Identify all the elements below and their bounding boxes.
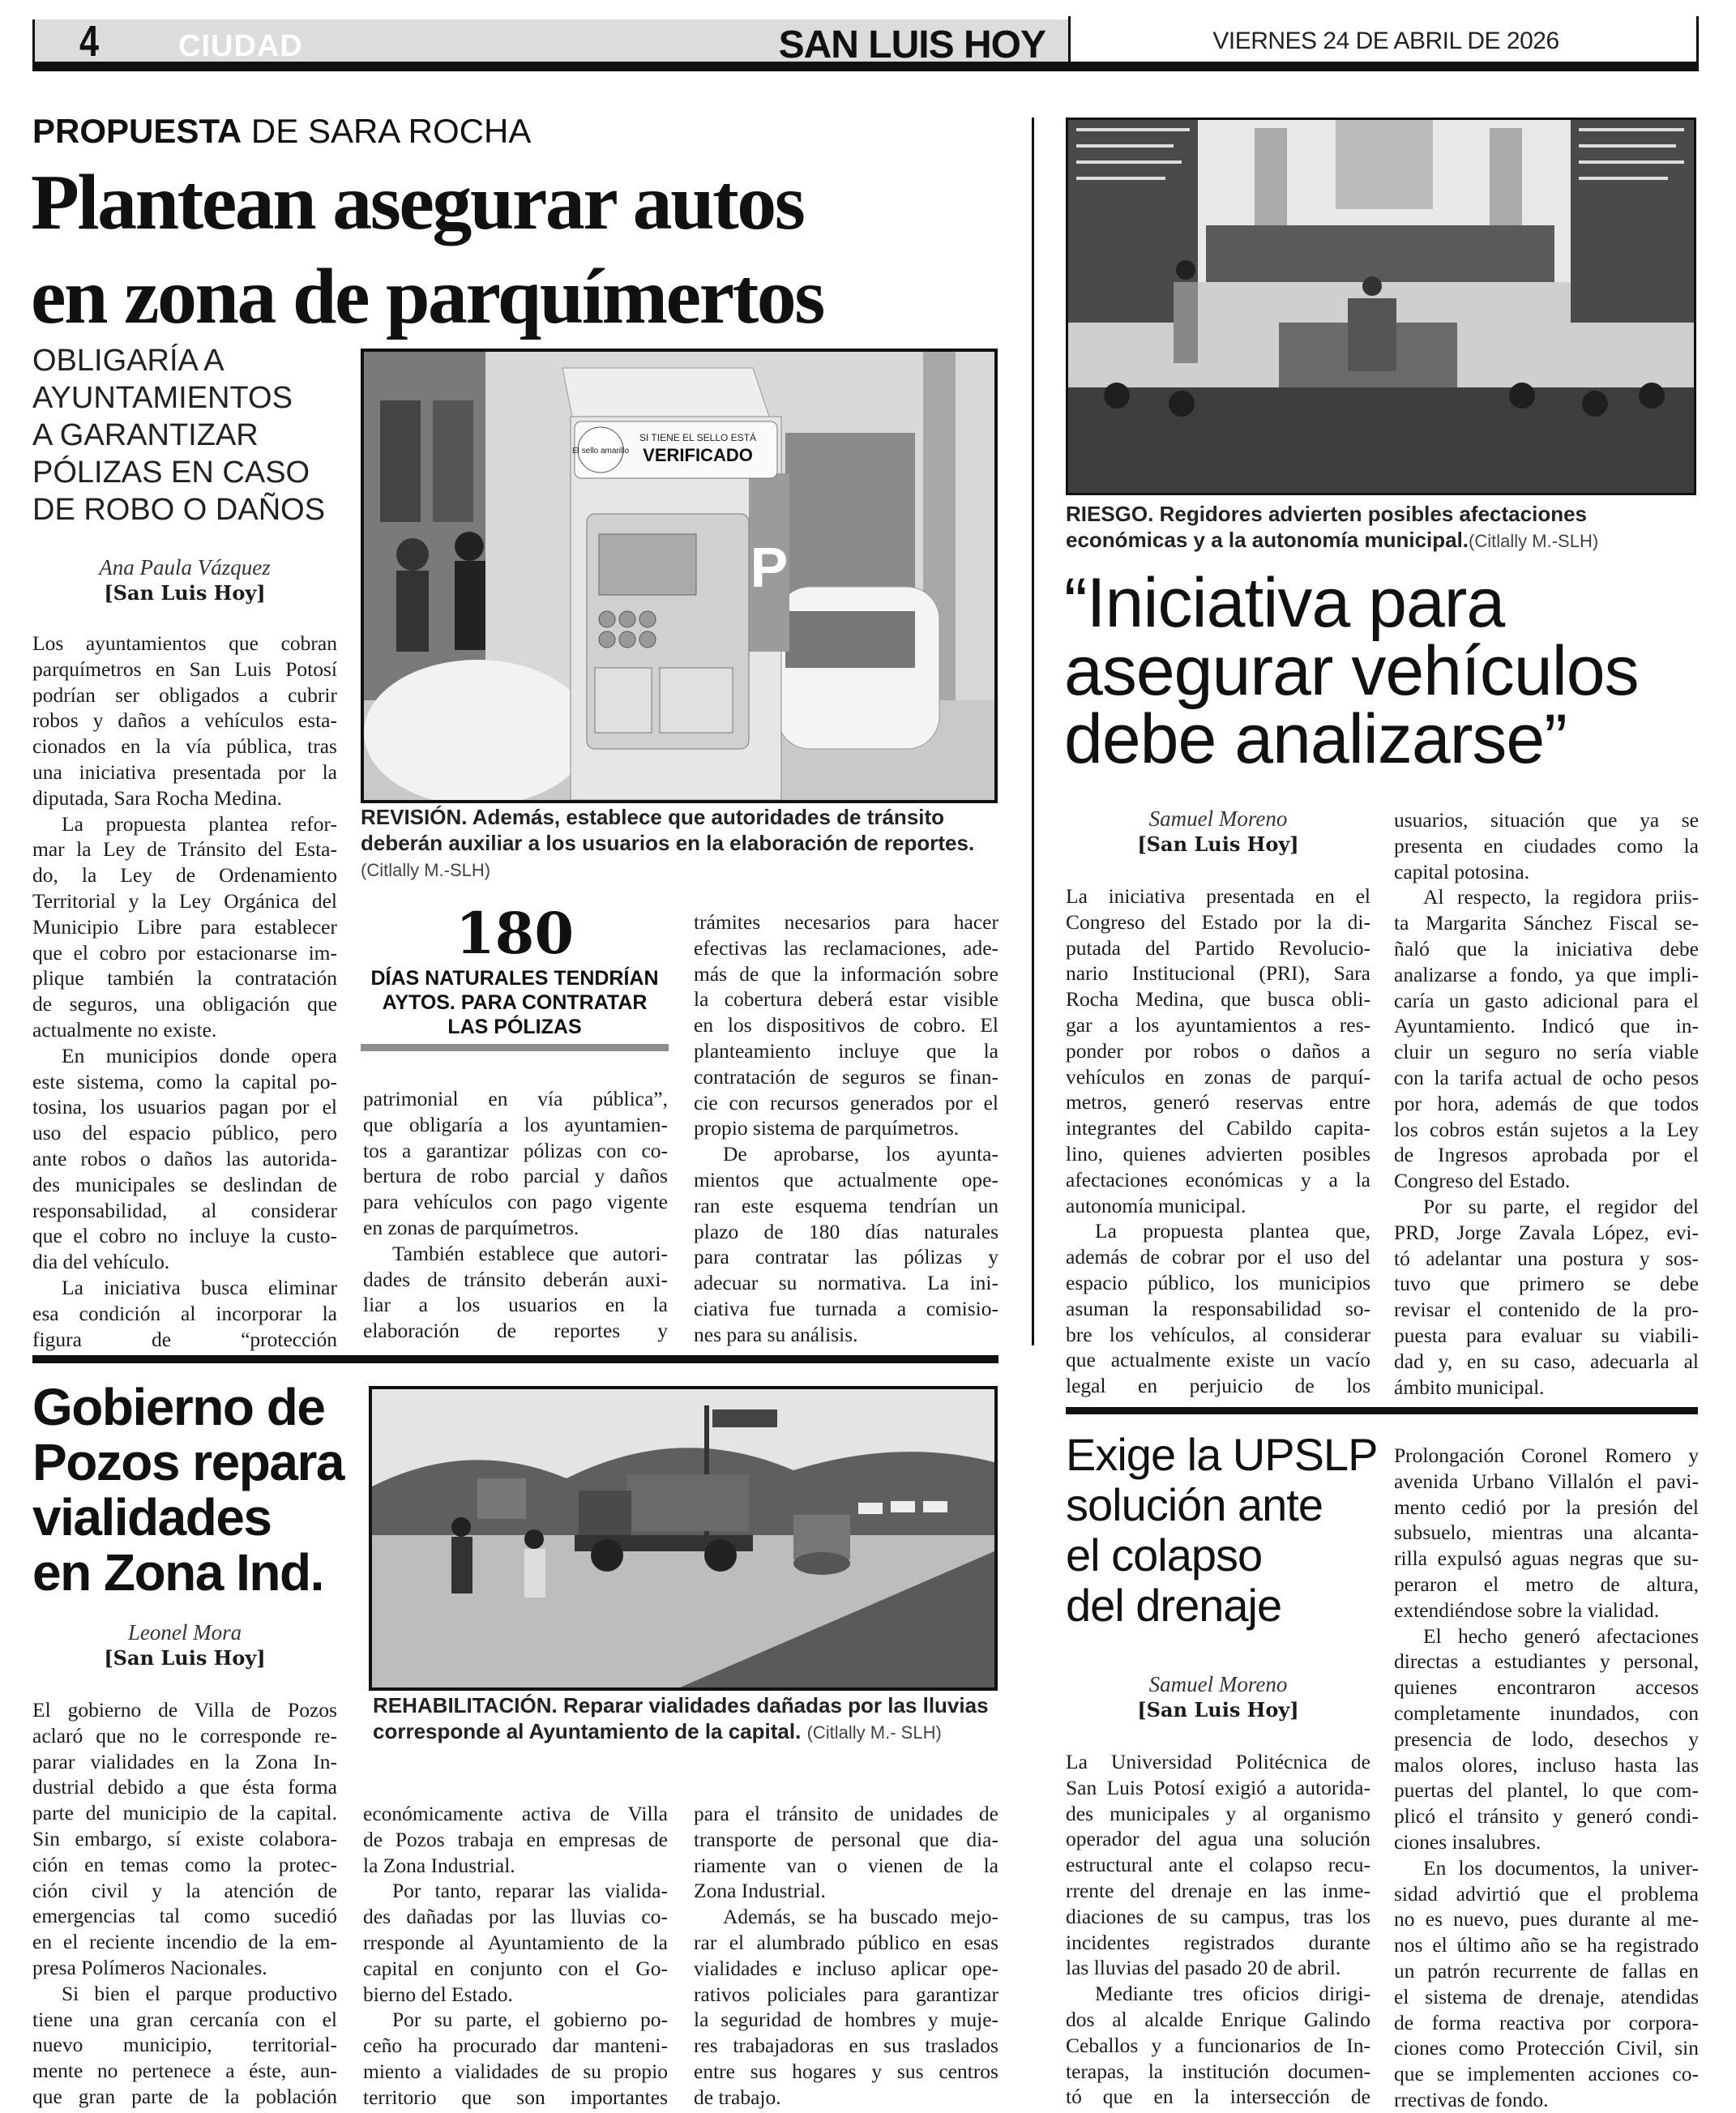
text-line: De aprobarse, los ayunta- (723, 1142, 998, 1166)
text-line: por hora, además de que todos (1394, 1091, 1699, 1115)
text-line: directas a estudiantes y personal, (1394, 1649, 1699, 1674)
article-column (32, 631, 337, 1352)
text-line: robos y daños a vehículos esta- (32, 708, 337, 733)
main-headline (31, 156, 1020, 344)
stat-number: 180 (455, 900, 575, 967)
caption-label: RIESGO. (1066, 502, 1154, 526)
text-line: dustrial debido a que ésta forma (32, 1775, 337, 1799)
author-name: Leonel Mora (127, 1620, 242, 1645)
text-line: Por su parte, el gobierno po- (392, 2008, 668, 2032)
seal-text: El sello amarillo (571, 447, 630, 456)
headline-line: en zona de parquímertos (31, 253, 823, 340)
subhead-line: OBLIGARÍA A (32, 344, 224, 378)
photo-credit: (Citlally M.-SLH) (1469, 531, 1599, 551)
subhead-line: AYUNTAMIENTOS (32, 381, 293, 415)
headline-line: asegurar vehículos (1064, 632, 1639, 710)
text-line: lino, quienes advierten posibles (1066, 1141, 1370, 1166)
text-line: bertura de robo parcial y daños (363, 1164, 668, 1188)
text-line: ran este esquema tendrían un (694, 1193, 998, 1217)
text-line: integrantes del Cabildo capita- (1066, 1116, 1370, 1140)
text-line: plique también la contratación (32, 966, 337, 990)
text-line: contratación de seguros se finan- (694, 1064, 998, 1089)
photo-credit: (Citlally M.- SLH) (806, 1722, 942, 1743)
text-line: vehículos en zonas de parquí- (1066, 1064, 1370, 1089)
text-line: diaciones de su campus, tras los (1066, 1904, 1370, 1928)
caption-text: Regidores advierten posibles afectaciones económicas y a la autonomía municipal. (1066, 502, 1587, 552)
text-line: que el cobro no incluye la custo- (32, 1224, 337, 1248)
road-repair-photo (369, 1386, 998, 1691)
text-line: Los ayuntamientos que cobran (32, 631, 337, 655)
article-column (1394, 807, 1699, 1400)
text-line: dos al alcalde Enrique Galindo (1066, 2007, 1370, 2031)
text-line: ante robos o daños las autorida- (32, 1146, 337, 1170)
text-line: putada del Partido Revolucio- (1066, 935, 1370, 960)
text-line: rativos policiales para garantizar (694, 1982, 998, 2006)
headline-line: en Zona Ind. (32, 1543, 323, 1602)
text-line: Por tanto, reparar las vialida- (392, 1879, 668, 1903)
text-line: peraron el metro de altura, (1394, 1572, 1699, 1596)
text-line: des municipales se deslindan de (32, 1172, 337, 1196)
text-line: gar a los ayuntamientos a res- (1066, 1012, 1370, 1037)
text-line: económicamente activa de Villa (363, 1802, 668, 1825)
text-line: res trabajadoras en sus traslados (694, 2034, 998, 2058)
text-line: miento a vialidades de su propio (363, 2059, 668, 2083)
text-line: que gran parte de la población (32, 2084, 337, 2108)
text-line: ñaló que la iniciativa debe (1394, 936, 1699, 960)
text-line: además de cobrar por el uso del (1066, 1245, 1370, 1269)
text-line: incidentes registrados durante (1066, 1930, 1370, 1954)
article-column (694, 909, 998, 1348)
text-line: El gobierno de Villa de Pozos (32, 1698, 337, 1722)
text-line: ceño ha procurado dar manteni- (363, 2034, 668, 2058)
byline (32, 1619, 337, 1671)
text-line: Zona Industrial. (694, 1879, 826, 1903)
outlet-name: [San Luis Hoy] (104, 1646, 266, 1670)
sign-main-text: VERIFICADO (643, 445, 753, 465)
article-column (363, 1801, 668, 2111)
text-line: la cobertura deberá estar visible (694, 987, 998, 1012)
text-line: ción en temas como la protec- (32, 1852, 337, 1876)
congress-session-photo (1066, 118, 1696, 495)
section-divider (1066, 1407, 1698, 1414)
text-line: rar el alumbrado público en esas (694, 1930, 998, 1954)
text-line: subsuelo, mientras una alcanta- (1394, 1521, 1699, 1545)
kicker-bold: PROPUESTA (32, 112, 242, 150)
text-line: El hecho generó afectaciones (1423, 1623, 1699, 1648)
text-line: de forma reactiva por corpora- (1394, 2010, 1699, 2034)
text-line: dad y, en su caso, adecuarla al (1394, 1349, 1699, 1373)
text-line: los cobros están sujetos a la Ley (1394, 1117, 1699, 1141)
article-column (32, 1697, 337, 2110)
text-line: Por su parte, el regidor del (1423, 1194, 1699, 1218)
text-line: planteamiento incluye que la (694, 1038, 998, 1063)
text-line: Ayuntamiento. Indicó que in- (1394, 1014, 1699, 1038)
upslp-headline (1066, 1430, 1390, 1631)
author-name: Ana Paula Vázquez (99, 555, 271, 580)
text-line: la Zona Industrial. (363, 1853, 515, 1877)
text-line: extendiéndose sobre la vialidad. (1394, 1598, 1660, 1622)
kicker (32, 112, 531, 151)
text-line: parquímetros en San Luis Potosí (32, 657, 337, 681)
text-line: presa Polímeros Nacionales. (32, 1955, 267, 1979)
text-line: tiene una gran cercanía con el (32, 2007, 337, 2031)
text-line: La propuesta plantea refor- (62, 811, 337, 836)
text-line: bre los vehículos, al considerar (1066, 1322, 1370, 1346)
text-line: Prolongación Coronel Romero y (1394, 1444, 1699, 1467)
text-line: nario Institucional (PRI), Sara (1066, 961, 1370, 986)
byline (32, 554, 337, 606)
text-line: efectivas las reclamaciones, ade- (694, 935, 998, 960)
text-line: Mediante tres oficios dirigi- (1095, 1982, 1370, 2006)
article-column (363, 1086, 668, 1344)
text-line: operador del agua una solución (1066, 1827, 1370, 1851)
main-subhead (32, 342, 357, 528)
text-line: metros, generó reservas entre (1066, 1090, 1370, 1114)
text-line: para contratar las pólizas y (694, 1245, 998, 1269)
text-line: vialidades e incluso aplicar ope- (694, 1956, 998, 1980)
text-line: parte del municipio de la capital. (32, 1801, 337, 1825)
text-line: avenida Urbano Villalón el pavi- (1394, 1469, 1699, 1493)
text-line: de Pozos trabaja en empresas de (363, 1827, 668, 1851)
text-line: Si bien el parque productivo (62, 1981, 337, 2005)
text-line: de seguros, una obligación que (32, 992, 337, 1016)
sign-top-text: SI TIENE EL SELLO ESTÁ (639, 432, 757, 443)
text-line: usuarios, situación que ya se (1394, 808, 1699, 832)
photo-credit: (Citlally M.-SLH) (361, 860, 491, 880)
newspaper-name: SAN LUIS HOY (778, 24, 1045, 66)
text-line: sidad advirtió que el problema (1394, 1881, 1699, 1906)
text-line: ámbito municipal. (1394, 1375, 1545, 1399)
text-line: liar a los usuarios en la (363, 1293, 668, 1317)
text-line: para el tránsito de unidades de (694, 1802, 998, 1825)
text-line: que se implementen acciones co- (1394, 2062, 1699, 2086)
text-line: plicó el tránsito y generó condi- (1394, 1804, 1699, 1829)
text-line: caría un gasto adicional para el (1394, 988, 1699, 1012)
article-column (1066, 883, 1370, 1399)
text-line: tó que en la intersección de (1066, 2085, 1370, 2109)
text-line: adecuar su normativa. La ini- (694, 1271, 998, 1295)
text-line: cionados en la vía pública, tras (32, 734, 337, 759)
text-line: La iniciativa presentada en el (1066, 884, 1370, 908)
text-line: en el reciente incendio de la em- (32, 1930, 337, 1954)
text-line: La propuesta plantea que, (1095, 1219, 1370, 1243)
text-line: capital en conjunto con el Go- (363, 1956, 668, 1980)
text-line: más de que la información sobre (694, 961, 998, 986)
text-line: completamente inundados, con (1394, 1700, 1699, 1725)
text-line: trámites necesarios para hacer (694, 910, 998, 934)
headline-line: Pozos repara (32, 1433, 344, 1491)
text-line: riamente van o vienen de la (694, 1853, 998, 1877)
caption-label: REHABILITACIÓN. (373, 1693, 558, 1717)
text-line: estructural ante el colapso recu- (1066, 1853, 1370, 1877)
text-line: el sistema de drenaje, atendidas (1394, 1984, 1699, 2008)
text-line: rrente del drenaje en las inme- (1066, 1878, 1370, 1902)
text-line: propio sistema de parquímetros. (694, 1116, 960, 1140)
text-line: en los dispositivos de cobro. El (694, 1013, 998, 1037)
text-line: plazo de 180 días naturales (694, 1219, 998, 1243)
text-line: entre sus hogares y sus centros (694, 2059, 998, 2083)
text-line: tuvo que primero se debe (1394, 1272, 1699, 1296)
text-line: para vehículos con pago vigente (363, 1190, 668, 1214)
text-line: transporte de personal que dia- (694, 1827, 998, 1851)
photo-caption (373, 1692, 1005, 1746)
text-line: tos a garantizar pólizas con co- (363, 1138, 668, 1162)
text-line: Al respecto, la regidora priis- (1423, 885, 1699, 909)
text-line: legal en perjuicio de los (1066, 1374, 1370, 1398)
text-line: uso del espacio público, pero (32, 1121, 337, 1145)
text-line: aclaró que no le corresponde re- (32, 1723, 337, 1747)
text-line: analizarse a fondo, ya que impli- (1394, 962, 1699, 986)
text-line: asuman la responsabilidad so- (1066, 1296, 1370, 1320)
caption-text: Además, establece que autoridades de tránsito deberán auxiliar a los usuarios en la elaboración de reportes. (361, 805, 975, 855)
header-divider (1696, 16, 1699, 65)
header-divider (1068, 16, 1071, 65)
column-divider (1032, 118, 1034, 1345)
text-line: nes para su análisis. (694, 1322, 858, 1346)
text-line: dades de tránsito deberán auxi- (363, 1267, 668, 1291)
text-line: Municipio Libre para establecer (32, 914, 337, 939)
byline (1066, 1671, 1370, 1723)
text-line: un patrón recurrente de fallas en (1394, 1958, 1699, 1983)
kicker-rest: DE SARA ROCHA (242, 112, 532, 150)
headline-line: el colapso (1066, 1529, 1263, 1580)
text-line: capital potosina. (1394, 859, 1530, 883)
headline-line: solución ante (1066, 1479, 1323, 1530)
text-line: este sistema, como la capital po- (32, 1069, 337, 1093)
text-line: no es nuevo, pues durante al me- (1394, 1907, 1699, 1931)
text-line: afectaciones económicas y a la (1066, 1167, 1370, 1191)
text-line: La Universidad Politécnica de (1066, 1750, 1370, 1773)
text-line: presenta en ciudades como la (1394, 833, 1699, 858)
outlet-name: [San Luis Hoy] (1137, 1698, 1299, 1722)
text-line: Congreso del Estado por la di- (1066, 909, 1370, 934)
stat-description (361, 966, 669, 1039)
text-line: do, la Ley de Ordenamiento (32, 863, 337, 888)
text-line: bierno del Estado. (363, 1982, 513, 2006)
text-line: En municipios donde opera (62, 1043, 337, 1067)
text-line: de Ingresos aprobada por el (1394, 1143, 1699, 1167)
section-divider (32, 1355, 998, 1363)
text-line: mente no pertenece a éste, aun- (32, 2059, 337, 2083)
stat-line: LAS PÓLIZAS (447, 1016, 582, 1038)
headline-line: Exige la UPSLP (1066, 1429, 1378, 1480)
text-line: presencia de lodo, desechos y (1394, 1726, 1699, 1751)
caption-text: Reparar vialidades dañadas por las lluvias corresponde al Ayuntamiento de la capital. (373, 1693, 989, 1743)
author-name: Samuel Moreno (1148, 806, 1288, 831)
text-line: las lluvias del pasado 20 de abril. (1066, 1956, 1341, 1980)
text-line: ción civil y la atención de (32, 1878, 337, 1902)
text-line: Congreso del Estado. (1394, 1169, 1571, 1193)
text-line: figura de “protección (32, 1327, 337, 1351)
page-number: 4 (79, 17, 100, 66)
photo-caption (1066, 501, 1706, 554)
headline-line: del drenaje (1066, 1580, 1282, 1631)
text-line: Además, se ha buscado mejo- (723, 1905, 998, 1929)
text-line: des municipales y al organismo (1066, 1801, 1370, 1825)
text-line: quienes encontraron accesos (1394, 1675, 1699, 1700)
text-line: nuevo municipio, territorial- (32, 2033, 337, 2057)
text-line: patrimonial en vía pública”, (363, 1087, 668, 1110)
outlet-name: [San Luis Hoy] (1137, 832, 1299, 856)
text-line: tó adelantar una postura y sos- (1394, 1246, 1699, 1270)
text-line: elaboración de reportes y (363, 1319, 668, 1343)
pozos-headline (32, 1379, 365, 1600)
text-line: Territorial y la Ley Orgánica del (32, 888, 337, 913)
headline-line: “Iniciativa para (1064, 564, 1505, 642)
text-line: que el cobro por estacionarse im- (32, 940, 337, 965)
text-line: malos olores, incluso hasta las (1394, 1752, 1699, 1777)
stat-line: AYTOS. PARA CONTRATAR (382, 991, 648, 1014)
parking-meter-photo (361, 349, 998, 803)
headline-line: vialidades (32, 1488, 272, 1546)
section-name: CIUDAD (178, 29, 303, 63)
text-line: En los documentos, la univer- (1423, 1855, 1699, 1880)
subhead-line: PÓLIZAS EN CASO (32, 456, 310, 490)
text-line: territorio que son importantes (363, 2085, 668, 2109)
text-line: rilla expulsó aguas negras que su- (1394, 1546, 1699, 1571)
text-line: ponder por robos o daños a (1066, 1038, 1370, 1063)
text-line: mientos que actualmente ope- (694, 1167, 998, 1191)
text-line: San Luis Potosí exigió a autorida- (1066, 1775, 1370, 1799)
text-line: podrían ser obligados a cubrir (32, 682, 337, 707)
caption-label: REVISIÓN. (361, 805, 468, 829)
subhead-line: DE ROBO O DAÑOS (32, 493, 326, 527)
text-line: mar la Ley de Tránsito del Esta- (32, 837, 337, 862)
text-line: responsabilidad, al considerar (32, 1198, 337, 1222)
text-line: diputada, Sara Rocha Medina. (32, 785, 283, 810)
text-line: de trabajo. (694, 2085, 781, 2109)
text-line: actualmente no existe. (32, 1017, 217, 1042)
text-line: terapas, la institución documen- (1066, 2059, 1370, 2083)
headline-line: Gobierno de (32, 1378, 325, 1436)
text-line: autonomía municipal. (1066, 1193, 1246, 1217)
text-line: esa condición al incorporar la (32, 1301, 337, 1325)
text-line: en zonas de parquímetros. (363, 1215, 579, 1239)
text-line: mento cedió por la presión del (1394, 1495, 1699, 1519)
subhead-line: A GARANTIZAR (32, 418, 259, 452)
text-line: ciones insalubres. (1394, 1829, 1541, 1854)
text-line: la seguridad de hombres y muje- (694, 2008, 998, 2032)
cabildo-headline (1064, 564, 1712, 778)
text-line: cie con recursos generados por el (694, 1090, 998, 1114)
text-line: parar vialidades en la Zona In- (32, 1749, 337, 1773)
article-column (1394, 1443, 1699, 2113)
article-column (694, 1801, 998, 2111)
text-line: rresponde al Ayuntamiento de la (363, 1930, 668, 1954)
text-line: cluir un seguro no sería viable (1394, 1040, 1699, 1064)
article-column (1066, 1749, 1370, 2110)
text-line: nos el último año se ha registrado (1394, 1933, 1699, 1957)
text-line: des dañadas por las lluvias co- (363, 1905, 668, 1929)
text-line: puesta para evaluar su viabili- (1394, 1323, 1699, 1347)
headline-line: Plantean asegurar autos (31, 159, 804, 246)
text-line: puertas del plantel, lo que com- (1394, 1778, 1699, 1803)
text-line: rrectivas de fondo. (1394, 2087, 1549, 2111)
author-name: Samuel Moreno (1148, 1672, 1288, 1696)
issue-date: VIERNES 24 DE ABRIL DE 2026 (1212, 28, 1559, 54)
text-line: emergencias tal como sucedió (32, 1904, 337, 1928)
text-line: dia del vehículo. (32, 1250, 170, 1274)
headline-line: debe analizarse” (1064, 700, 1567, 778)
stat-line: DÍAS NATURALES TENDRÍAN (370, 967, 659, 990)
text-line: con la tarifa actual de ocho pesos (1394, 1065, 1699, 1089)
text-line: ciones como Protección Civil, sin (1394, 2036, 1699, 2060)
text-line: ta Margarita Sánchez Fiscal se- (1394, 911, 1699, 935)
text-line: PRD, Jorge Zavala López, evi- (1394, 1220, 1699, 1244)
text-line: espacio público, los municipios (1066, 1270, 1370, 1294)
stat-divider (361, 1044, 669, 1051)
text-line: revisar el contenido de la pro- (1394, 1298, 1699, 1322)
byline (1066, 806, 1370, 858)
text-line: que obligaría a los ayuntamien- (363, 1112, 668, 1136)
photo-caption (361, 804, 1001, 883)
text-line: una iniciativa presentada por la (32, 759, 337, 784)
outlet-name: [San Luis Hoy] (104, 581, 266, 605)
text-line: También establece que autori- (392, 1241, 668, 1265)
text-line: que actualmente existe un vacío (1066, 1348, 1370, 1372)
text-line: Sin embargo, sí existe colabora- (32, 1826, 337, 1850)
text-line: tosina, los usuarios pagan por el (32, 1095, 337, 1119)
text-line: Rocha Medina, que busca obli- (1066, 987, 1370, 1012)
text-line: Ceballos y a funcionarios de In- (1066, 2033, 1370, 2057)
text-line: ciativa fue turnada a comisio- (694, 1296, 998, 1320)
parking-letter: P (750, 536, 789, 599)
text-line: La iniciativa busca eliminar (62, 1275, 337, 1299)
